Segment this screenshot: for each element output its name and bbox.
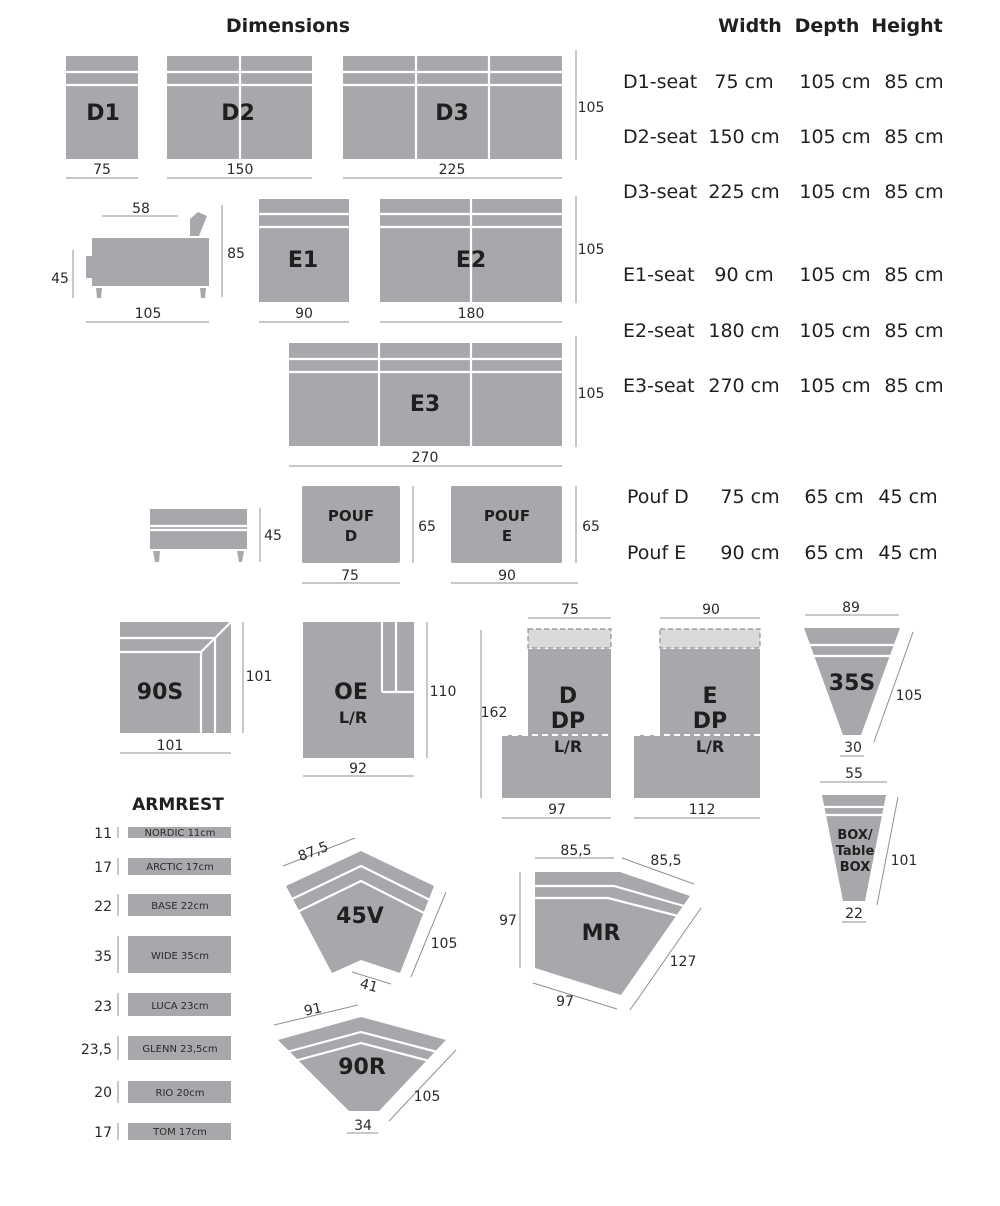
- module-label: D3: [435, 101, 469, 126]
- module-label: E3: [409, 392, 441, 417]
- module-label-sub: DP: [550, 709, 586, 734]
- page-title: Dimensions: [225, 15, 351, 37]
- module-label: 45V: [336, 904, 384, 929]
- dim-top: 55: [845, 766, 863, 782]
- row-width: 270 cm: [708, 375, 780, 397]
- module-label: D: [558, 684, 578, 709]
- dim-top: 75: [561, 602, 579, 618]
- module-e2: [380, 196, 604, 322]
- row-width: 225 cm: [708, 181, 780, 203]
- dim-left: 97: [499, 913, 517, 929]
- dim-height: 45: [264, 528, 282, 544]
- row-name: D2-seat: [623, 126, 698, 148]
- dim-bottom: 34: [354, 1118, 372, 1134]
- module-box: [820, 766, 917, 922]
- module-label-sub: D: [344, 527, 358, 545]
- table-row: [623, 126, 944, 148]
- header-height: Height: [871, 15, 943, 37]
- row-depth: 105 cm: [799, 126, 871, 148]
- dim-depth: 65: [418, 519, 436, 535]
- armrest-item: [94, 1081, 231, 1103]
- dim-depth: 105: [577, 386, 605, 402]
- dim-width: 75: [93, 162, 111, 178]
- dim-top: 85,5: [560, 843, 592, 859]
- dim-depth: 101: [245, 669, 273, 685]
- row-width: 75 cm: [720, 486, 780, 508]
- dim-width: 180: [457, 306, 485, 322]
- header-width: Width: [718, 15, 782, 37]
- dim-seat: 45: [51, 271, 69, 287]
- row-width: 75 cm: [714, 71, 774, 93]
- dim-bottom: 30: [844, 740, 862, 756]
- module-label-sub: E: [501, 527, 513, 545]
- pouf-d: [302, 486, 436, 584]
- dim-depth: 105: [577, 100, 605, 116]
- module-label: BOX/: [837, 828, 873, 843]
- module-label: D1: [86, 101, 120, 126]
- armrest-num: 23: [94, 999, 112, 1015]
- armrest-section: [81, 795, 231, 1141]
- dim-top: 58: [132, 201, 150, 217]
- row-name: Pouf E: [627, 542, 687, 564]
- table-row: [627, 542, 938, 564]
- module-90s: [120, 622, 272, 754]
- armrest-num: 17: [94, 860, 112, 876]
- module-label-sub: L/R: [338, 708, 368, 727]
- dim-bottom: 22: [845, 906, 863, 922]
- module-d-dp: [481, 602, 611, 818]
- armrest-num: 20: [94, 1085, 112, 1101]
- row-depth: 65 cm: [804, 486, 864, 508]
- row-depth: 105 cm: [799, 375, 871, 397]
- dim-depth: 105: [134, 306, 162, 322]
- dim-side: 105: [413, 1089, 441, 1105]
- dim-width: 270: [411, 450, 439, 466]
- dim-width: 97: [548, 802, 566, 818]
- row-height: 85 cm: [884, 375, 944, 397]
- module-label: 90R: [338, 1055, 386, 1080]
- armrest-num: 11: [94, 826, 112, 842]
- module-label: E2: [455, 248, 487, 273]
- dim-top: 87,5: [295, 838, 331, 865]
- armrest-num: 23,5: [80, 1042, 112, 1058]
- module-label-sub2: BOX: [839, 860, 871, 875]
- row-name: D1-seat: [623, 71, 698, 93]
- row-depth: 105 cm: [799, 264, 871, 286]
- module-oe: [303, 622, 456, 777]
- dim-width: 150: [226, 162, 254, 178]
- module-90r: [274, 1000, 456, 1134]
- dim-top: 89: [842, 600, 860, 616]
- row-depth: 105 cm: [799, 320, 871, 342]
- dim-width: 112: [688, 802, 716, 818]
- row-width: 90 cm: [720, 542, 780, 564]
- module-45v: [283, 838, 457, 996]
- module-label-side: L/R: [553, 737, 583, 756]
- module-label-sub: DP: [692, 709, 728, 734]
- armrest-item: [94, 894, 231, 916]
- dim-width: 101: [156, 738, 184, 754]
- row-name: E1-seat: [623, 264, 695, 286]
- armrest-item: [94, 936, 231, 973]
- module-d3: [343, 50, 604, 178]
- pouf-side-view: [150, 508, 282, 562]
- row-name: D3-seat: [623, 181, 698, 203]
- armrest-num: 17: [94, 1125, 112, 1141]
- module-d2: [167, 56, 312, 178]
- row-height: 85 cm: [884, 126, 944, 148]
- armrest-label: WIDE 35cm: [151, 951, 209, 962]
- armrest-label: LUCA 23cm: [151, 1001, 209, 1012]
- dim-width: 75: [341, 568, 359, 584]
- row-width: 90 cm: [714, 264, 774, 286]
- dim-bottom: 41: [358, 975, 380, 997]
- row-name: E3-seat: [623, 375, 695, 397]
- armrest-item: [94, 993, 231, 1016]
- module-label: POUF: [327, 507, 375, 525]
- table-row: [627, 486, 938, 508]
- dim-width: 92: [349, 761, 367, 777]
- header-depth: Depth: [794, 15, 860, 37]
- module-label: D2: [221, 101, 255, 126]
- row-width: 180 cm: [708, 320, 780, 342]
- module-mr: [499, 843, 701, 1010]
- row-height: 85 cm: [884, 71, 944, 93]
- armrest-item: [94, 826, 231, 842]
- side-view: [51, 201, 245, 322]
- dim-top-right: 85,5: [650, 853, 682, 869]
- table-row: [623, 71, 944, 93]
- row-height: 85 cm: [884, 181, 944, 203]
- module-label: 35S: [828, 671, 876, 696]
- table-row: [623, 181, 944, 203]
- dim-width: 90: [498, 568, 516, 584]
- armrest-num: 35: [94, 949, 112, 965]
- module-label: E1: [287, 248, 319, 273]
- module-label: POUF: [483, 507, 531, 525]
- dim-bottom: 97: [556, 994, 574, 1010]
- row-name: E2-seat: [623, 320, 695, 342]
- armrest-label: TOM 17cm: [153, 1127, 207, 1138]
- row-depth: 105 cm: [799, 181, 871, 203]
- module-label-sub: Table: [835, 844, 875, 859]
- dim-height: 85: [227, 246, 245, 262]
- module-35s: [804, 600, 922, 756]
- row-height: 45 cm: [878, 486, 938, 508]
- dim-side: 105: [895, 688, 923, 704]
- row-width: 150 cm: [708, 126, 780, 148]
- module-e3: [289, 336, 604, 466]
- row-depth: 105 cm: [799, 71, 871, 93]
- row-height: 45 cm: [878, 542, 938, 564]
- dim-depth: 110: [429, 684, 457, 700]
- module-label-side: L/R: [695, 737, 725, 756]
- armrest-label: ARCTIC 17cm: [146, 862, 214, 873]
- armrest-item: [81, 1036, 231, 1060]
- dim-top: 91: [302, 1000, 324, 1020]
- armrest-label: NORDIC 11cm: [144, 828, 216, 839]
- dim-right: 127: [669, 954, 697, 970]
- module-label: MR: [581, 921, 621, 946]
- table-row: [623, 264, 944, 286]
- table-row: [623, 320, 944, 342]
- armrest-label: RIO 20cm: [155, 1088, 205, 1099]
- table-row: [623, 375, 944, 397]
- row-height: 85 cm: [884, 320, 944, 342]
- armrest-title: ARMREST: [132, 795, 224, 815]
- armrest-label: BASE 22cm: [151, 901, 209, 912]
- dim-width: 225: [438, 162, 466, 178]
- module-label: 90S: [136, 680, 184, 705]
- pouf-e: [451, 486, 600, 584]
- dim-top: 90: [702, 602, 720, 618]
- dim-depth: 162: [480, 705, 508, 721]
- module-e1: [259, 199, 349, 322]
- dim-side: 105: [430, 936, 458, 952]
- armrest-num: 22: [94, 899, 112, 915]
- dim-width: 90: [295, 306, 313, 322]
- dim-depth: 65: [582, 519, 600, 535]
- armrest-label: GLENN 23,5cm: [142, 1044, 218, 1055]
- module-d1: [66, 56, 138, 178]
- row-name: Pouf D: [627, 486, 689, 508]
- armrest-item: [94, 1123, 231, 1141]
- row-depth: 65 cm: [804, 542, 864, 564]
- module-label: OE: [334, 680, 368, 705]
- row-height: 85 cm: [884, 264, 944, 286]
- dim-side: 101: [890, 853, 918, 869]
- armrest-item: [94, 858, 231, 876]
- module-e-dp: [634, 602, 760, 818]
- dim-depth: 105: [577, 242, 605, 258]
- module-label: E: [702, 684, 718, 709]
